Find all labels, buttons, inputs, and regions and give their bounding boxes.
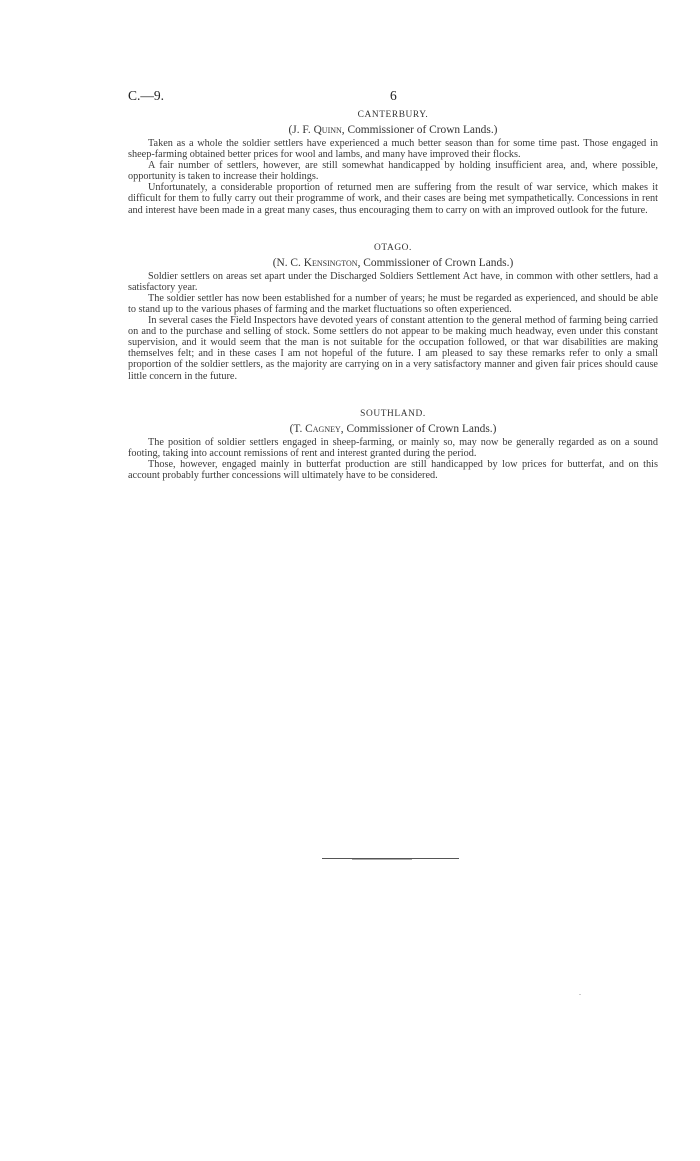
scan-speck: [579, 994, 581, 995]
paragraph: The position of soldier settlers engaged in sheep-farming, or mainly so, may now be generally regarded as on a sound footing, taking into account remissions of rent and interest granted during the period.: [128, 436, 658, 459]
byline-prefix: (J. F.: [288, 124, 314, 136]
paragraph: Those, however, engaged mainly in butterfat production are still handicapped by low prices for butterfat, and on this account probably further concessions will ultimately have to be considered.: [128, 458, 658, 481]
paragraph: In several cases the Field Inspectors have devoted years of constant attention to the general method of farming being carried on and to the purchase and selling of stock. Some settlers do not appear to be making much headway, even under this constant supervision, and it would seem that the man is not suitable for the occupation followed, or that war disabilities are making themselves felt; and in these cases I am not hopeful of the future. I am pleased to say these remarks refer to only a small proportion of the soldier settlers, as the majority are carrying on in a very satisfactory manner and given fair prices should cause little concern in the future.: [128, 315, 658, 382]
byline-suffix: , Commissioner of Crown Lands.): [341, 124, 498, 136]
section-byline: [128, 123, 658, 137]
byline-prefix: (N. C.: [272, 256, 304, 269]
section-southland: [128, 408, 658, 481]
section-byline: [128, 256, 658, 270]
paragraph: The soldier settler has now been established for a number of years; he must be regarded as experienced, and should be able to stand up to the various phases of farming and the market fluctuations so often experienced.: [128, 292, 658, 315]
paragraph: Soldier settlers on areas set apart under the Discharged Soldiers Settlement Act have, in common with other settlers, had a satisfactory year.: [128, 270, 658, 293]
section-canterbury: [128, 109, 658, 216]
byline-suffix: , Commissioner of Crown Lands.): [357, 256, 514, 269]
byline-prefix: (T.: [289, 422, 306, 435]
commissioner-name: Kensington: [303, 256, 358, 269]
paragraph: A fair number of settlers, however, are still somewhat handicapped by holding insufficient area, and, where possible, opportunity is taken to increase their holdings.: [128, 160, 658, 183]
section-byline: [128, 422, 658, 436]
document-reference: C.—9.: [128, 88, 165, 103]
paragraph: Taken as a whole the soldier settlers have experienced a much better season than for some time past. Those engaged in sheep-farming obtained better prices for wool and lambs, and many have improved their flocks.: [128, 138, 658, 161]
page-header: [128, 88, 658, 106]
section-title: CANTERBURY.: [357, 110, 429, 120]
section-title: SOUTHLAND.: [360, 408, 426, 419]
section-title: OTAGO.: [374, 242, 412, 253]
byline-suffix: , Commissioner of Crown Lands.): [340, 422, 497, 435]
document-page: [128, 88, 658, 481]
page-number: 6: [390, 88, 397, 103]
commissioner-name: Quinn: [313, 124, 342, 136]
end-rule-divider: [322, 858, 459, 859]
section-otago: [128, 242, 658, 382]
commissioner-name: Cagney: [305, 422, 341, 435]
paragraph: Unfortunately, a considerable proportion of returned men are suffering from the result of war service, which makes it difficult for them to fully carry out their programme of work, and their cases are being met sympathetically. Concessions in rent and interest have been made in a great many cases, thus encouraging them to carry on with an improved outlook for the future.: [128, 182, 658, 216]
